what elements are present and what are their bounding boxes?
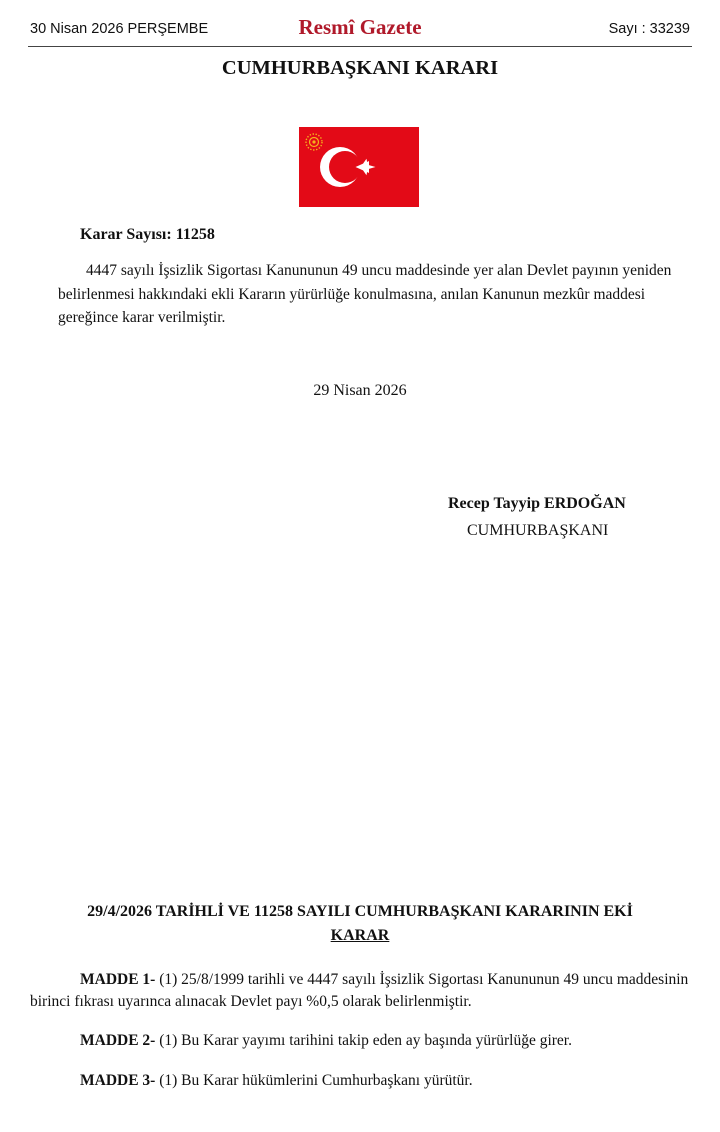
article-label: MADDE 3- — [80, 1072, 156, 1089]
decision-body: 4447 sayılı İşsizlik Sigortası Kanununun 49 uncu maddesinde yer alan Devlet payının yeniden belirlenmesi hakkındaki ekli Kararın yürürlüğe konulmasına, anılan Kanunun mezkûr maddesi gereğince karar verilmiştir. — [58, 262, 672, 326]
article-label: MADDE 1- — [80, 971, 156, 988]
issue-number: Sayı : 33239 — [608, 21, 690, 37]
article-text: (1) Bu Karar hükümlerini Cumhurbaşkanı yürütür. — [155, 1072, 473, 1089]
turkish-flag-icon — [299, 127, 419, 207]
article-text: (1) Bu Karar yayımı tarihini takip eden ay başında yürürlüğe girer. — [155, 1032, 572, 1049]
article-1 — [30, 969, 692, 1013]
signer-name: Recep Tayyip ERDOĞAN — [448, 495, 626, 512]
signing-date: 29 Nisan 2026 — [313, 382, 407, 399]
gazette-title: Resmî Gazete — [298, 15, 422, 39]
gazette-header — [28, 16, 692, 47]
decision-number: Karar Sayısı: 11258 — [80, 226, 215, 243]
document-title: CUMHURBAŞKANI KARARI — [221, 57, 499, 79]
article-text: (1) 25/8/1999 tarihli ve 4447 sayılı İşsizlik Sigortası Kanununun 49 uncu maddesinin birinci fıkrası uyarınca alınacak Devlet payı %0,5 olarak belirlenmiştir. — [30, 971, 689, 1010]
header-date: 30 Nisan 2026 PERŞEMBE — [30, 21, 209, 37]
annex-title: 29/4/2026 TARİHLİ VE 11258 SAYILI CUMHURBAŞKANI KARARININ EKİ — [87, 903, 633, 920]
article-2 — [30, 1030, 692, 1052]
signer-title: CUMHURBAŞKANI — [467, 522, 609, 539]
article-label: MADDE 2- — [80, 1032, 156, 1049]
article-3 — [30, 1070, 692, 1092]
annex-subtitle: KARAR — [330, 927, 390, 944]
